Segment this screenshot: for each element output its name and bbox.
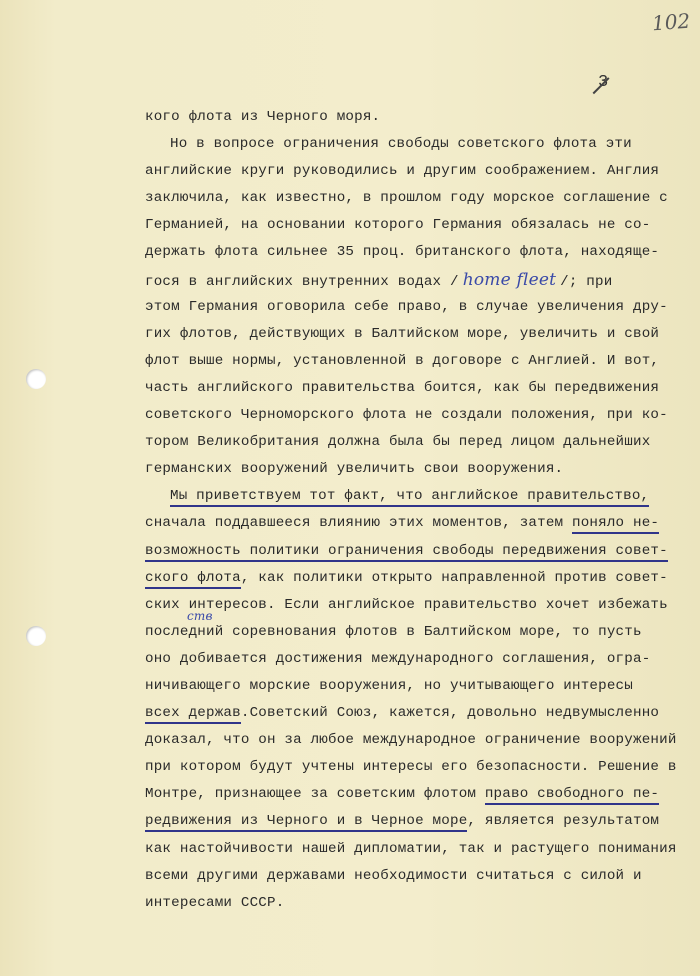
punch-hole [26,369,46,389]
text-line: гих флотов, действующих в Балтийском море, увеличить и свой [145,325,660,342]
text-line: ского флота, как политики открыто направленной против совет- [145,565,690,592]
underlined-text: всех держав [145,705,241,724]
handwritten-insertion: home fleet [462,269,557,290]
text-line: кого флота из Черного моря. [145,109,381,125]
handwritten-correction: ств [187,608,213,623]
text-line: этом Германия оговорила себе право, в случае увеличения дру- [145,298,668,315]
text-line: часть английского правительства боится, как бы передвижения [145,379,660,396]
text-line: гося в английских внутренних водах / home fleet /; при [145,269,613,290]
underlined-text: поняло не- [572,515,659,534]
text-line: ств последний соревнования флотов в Балтийском море, то пусть [145,619,690,646]
text-line: германских вооружений увеличить свои вооружения. [145,461,564,478]
text-line [145,483,690,510]
text-line: при котором будут учтены интересы его безопасности. Решение в [145,759,677,776]
text-line: Монтре, признающее за советским флотом право свободного пе- [145,781,690,808]
text-line: ничивающего морские вооружения, но учитывающего интересы [145,677,633,694]
punch-hole [26,626,46,646]
text-line: держать флота сильнее 35 проц. британского флота, находяще- [145,244,660,261]
text-line: редвижения из Черного и в Черное море, является результатом [145,808,690,835]
text-line: советского Черноморского флота не создали положения, при ко- [145,407,668,424]
archive-page-number: 102 [651,8,691,36]
text-line: тором Великобритания должна была бы перед лицом дальнейших [145,434,651,451]
text-line: заключила, как известно, в прошлом году морское соглашение с [145,190,668,207]
underlined-text: возможность политики ограничения свободы передвижения совет- [145,543,668,562]
text-line: доказал, что он за любое международное ограничение вооружений [145,732,677,749]
text-line: всех держав.Советский Союз, кажется, довольно недвумысленно [145,700,690,727]
text-line: как настойчивости нашей дипломатии, так и растущего понимания [145,840,677,857]
text-line: интересами СССР. [145,894,285,911]
underlined-text: ского флота [145,570,241,589]
text-line: оно добивается достижения международного соглашения, огра- [145,650,651,667]
text-line: Германией, на основании которого Германия обязалась не со- [145,217,651,234]
text-line: всеми другими державами необходимости считаться с силой и [145,867,642,884]
text-line: ских интересов. Если английское правительство хочет избежать [145,596,668,613]
underlined-text: Мы приветствуем тот факт, что английское правительство, [170,488,649,507]
underlined-text: редвижения из Черного и в Черное море [145,813,467,832]
text-line: сначала поддавшееся влиянию этих моментов, затем поняло не- [145,510,690,537]
document-body [145,104,690,917]
text-line: английские круги руководились и другим соображением. Англия [145,163,660,180]
page-number: 3 [598,73,608,92]
underlined-text: право свободного пе- [485,786,659,805]
text-line: флот выше нормы, установленной в договоре с Англией. И вот, [145,352,660,369]
text-line [145,538,690,565]
text-line: Но в вопросе ограничения свободы советского флота эти [170,136,632,153]
